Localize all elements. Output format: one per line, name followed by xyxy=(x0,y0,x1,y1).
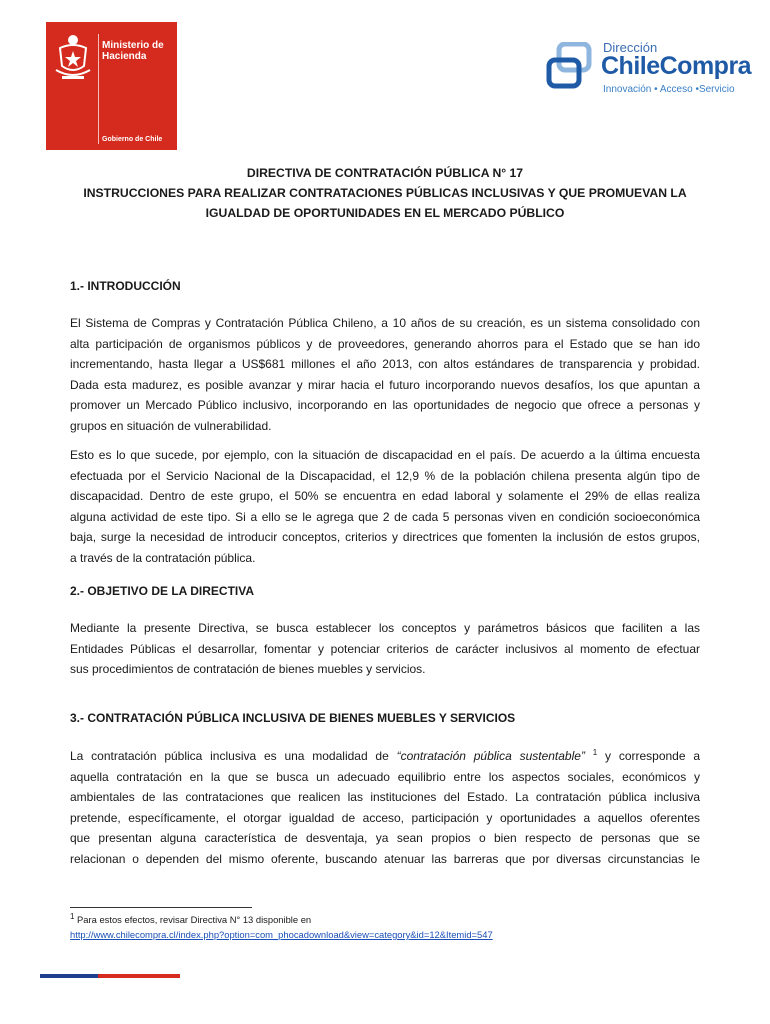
text-line: alta participación de organismos públicos y de proveedores, generando ahorros para el Estado que se han ido xyxy=(70,336,700,351)
footer-bar-red xyxy=(98,974,180,978)
text-line xyxy=(70,746,700,767)
chilecompra-direccion: Dirección xyxy=(603,40,658,55)
text-line: El Sistema de Compras y Contratación Pública Chileno, a 10 años de su creación, es un sistema consolidado con xyxy=(70,316,700,330)
section-2-paragraph-1 xyxy=(70,618,700,680)
text-line: Dada esta madurez, es posible avanzar y mirar hacia el futuro incorporando nuevos desafíos, los que apuntan a xyxy=(70,377,700,392)
footnote-text-line xyxy=(70,912,493,927)
logo-divider xyxy=(98,34,99,144)
footnote xyxy=(70,912,493,942)
text-line: ambientales de las contrataciones que realicen las instituciones del Estado. La contratación pública inclusiva xyxy=(70,790,700,805)
section-1-heading: 1.- INTRODUCCIÓN xyxy=(70,279,181,293)
text-run: y corresponde a xyxy=(597,749,700,763)
footnote-link[interactable]: http://www.chilecompra.cl/index.php?option=com_phocadownload&view=category&id=12&Itemid=547 xyxy=(70,929,493,940)
section-2-heading: 2.- OBJETIVO DE LA DIRECTIVA xyxy=(70,584,255,598)
text-run: La contratación pública inclusiva es una modalidad de xyxy=(70,749,397,763)
chile-coat-of-arms-icon xyxy=(52,32,94,84)
footnote-separator xyxy=(70,907,252,908)
chilecompra-brand: ChileCompra xyxy=(601,52,752,80)
title-line-1: DIRECTIVA DE CONTRATACIÓN PÚBLICA N° 17 xyxy=(246,166,524,180)
text-line: aquella contratación en la que se busca un adecuado equilibrio entre los aspectos sociales, económicos y xyxy=(70,769,700,784)
text-line: a través de la contratación pública. xyxy=(70,550,256,565)
footnote-text: Para estos efectos, revisar Directiva N° 13 disponible en xyxy=(74,914,312,925)
text-line: Esto es lo que sucede, por ejemplo, con la situación de discapacidad en el país. De acuerdo a la última encuesta xyxy=(70,448,700,462)
text-line: sus procedimientos de contratación de bienes muebles y servicios. xyxy=(70,662,426,677)
section-3-paragraph-1 xyxy=(70,746,700,870)
footnote-ref[interactable]: 1 xyxy=(592,748,598,757)
chilecompra-logo xyxy=(545,38,752,102)
text-line: efectuada por el Servicio Nacional de la Discapacidad, el 12,9 % de la población chilena presenta algún tipo de xyxy=(70,468,700,483)
text-line: grupos en situación de vulnerabilidad. xyxy=(70,418,272,433)
text-line: Mediante la presente Directiva, se busca establecer los conceptos y parámetros básicos que faciliten a las xyxy=(70,621,700,635)
text-line: promover un Mercado Público inclusivo, incorporando en las oportunidades de negocio que ofrece a personas y xyxy=(70,398,700,413)
ministry-name: Ministerio de Hacienda xyxy=(102,40,164,62)
section-1-paragraph-2 xyxy=(70,445,700,569)
italic-term: “contratación pública sustentable” xyxy=(396,749,585,763)
gobierno-label: Gobierno de Chile xyxy=(102,136,163,143)
footnote-number: 1 xyxy=(70,911,75,921)
chilecompra-tagline: Innovación • Acceso •Servicio xyxy=(603,84,735,95)
text-line: Entidades Públicas el desarrollar, fomentar y potenciar criterios de carácter inclusivos al momento de efectuar xyxy=(70,641,700,656)
text-line: alguna actividad de este tipo. Si a ello se le agrega que 2 de cada 5 personas viven en condición socioeconómica xyxy=(70,509,700,524)
text-line: que presentan alguna característica de desventaja, ya sean propios o bien respecto de personas que se xyxy=(70,831,700,846)
section-1-paragraph-1 xyxy=(70,313,700,437)
title-line-3: IGUALDAD DE OPORTUNIDADES EN EL MERCADO PÚBLICO xyxy=(205,206,565,220)
text-line: pretende, específicamente, el otorgar igualdad de acceso, participación y oportunidades a aquellos oferentes xyxy=(70,810,700,825)
section-3-heading: 3.- CONTRATACIÓN PÚBLICA INCLUSIVA DE BIENES MUEBLES Y SERVICIOS xyxy=(70,711,516,725)
title-line-2: INSTRUCCIONES PARA REALIZAR CONTRATACIONES PÚBLICAS INCLUSIVAS Y QUE PROMUEVAN LA xyxy=(83,186,687,200)
text-line: discapacidad. Dentro de este grupo, el 50% se encuentra en edad laboral y solamente el 29% de ellas realiza xyxy=(70,489,700,504)
document-title xyxy=(70,163,700,223)
text-line: incrementando, hasta llegar a US$681 millones el año 2013, con altos estándares de transparencia y probidad. xyxy=(70,357,700,372)
text-line: relacionan o dependen del mismo oferente, buscando atenuar las barreras que por diversas circunstancias le xyxy=(70,851,700,866)
footer-bar-blue xyxy=(40,974,98,978)
chilecompra-mark-icon xyxy=(545,42,601,92)
ministerio-hacienda-logo xyxy=(46,22,177,150)
text-line: baja, surge la necesidad de introducir conceptos, criterios y directrices que fomenten la inclusión de estos grupos, xyxy=(70,530,700,545)
